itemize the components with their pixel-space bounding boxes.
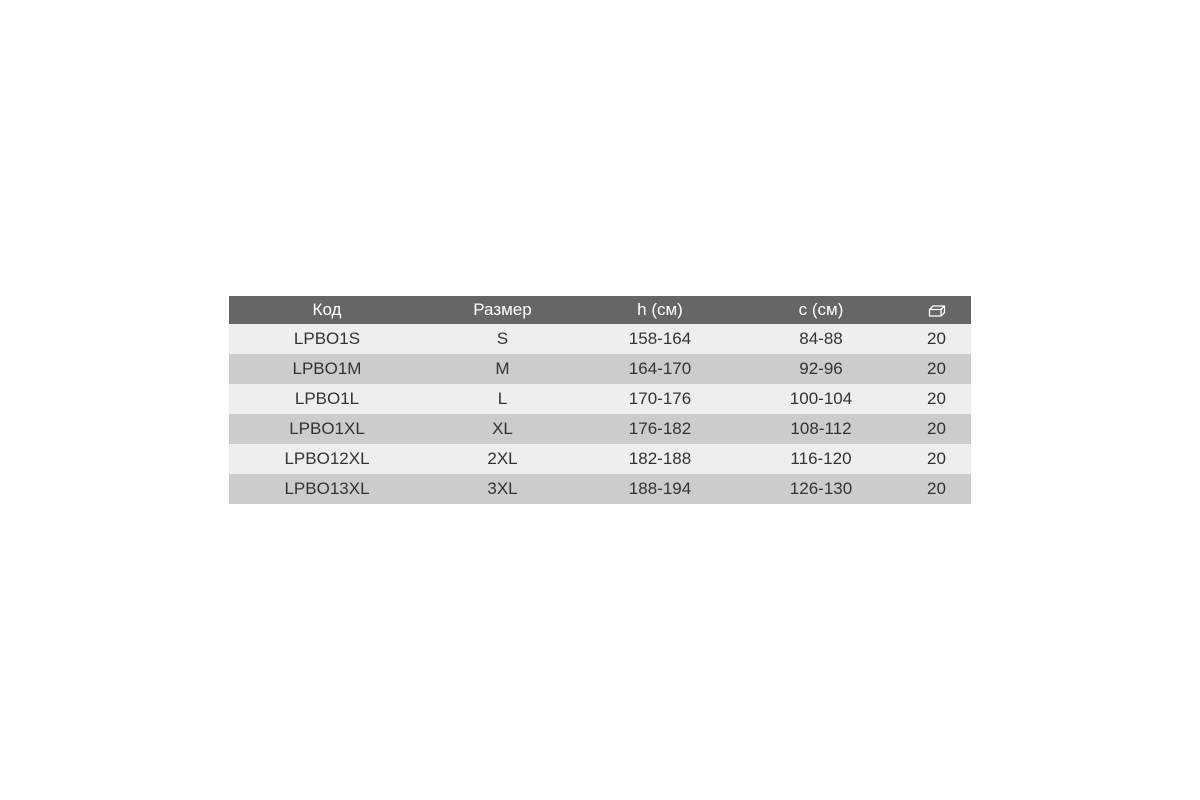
cell-code: LPBO1L	[294, 389, 360, 408]
box-icon	[928, 304, 946, 318]
cell-code: LPBO1XL	[289, 419, 365, 438]
cell-pack: 20	[927, 479, 946, 498]
cell-height: 182-188	[628, 449, 692, 468]
table-row	[229, 354, 971, 384]
cell-height: 176-182	[628, 419, 692, 438]
cell-size: M	[495, 359, 510, 378]
table-row	[229, 444, 971, 474]
cell-size: 3XL	[487, 479, 518, 498]
cell-height: 170-176	[628, 389, 692, 408]
cell-pack: 20	[927, 389, 946, 408]
header-pack	[902, 296, 971, 324]
cell-height: 158-164	[628, 329, 692, 348]
cell-pack: 20	[927, 329, 946, 348]
cell-code: LPBO12XL	[284, 449, 370, 468]
cell-chest: 100-104	[789, 389, 853, 408]
cell-code: LPBO1S	[293, 329, 361, 348]
header-code: Код	[312, 300, 342, 319]
table-row	[229, 474, 971, 504]
table-row	[229, 324, 971, 354]
cell-chest: 108-112	[790, 419, 852, 438]
cell-chest: 92-96	[799, 359, 843, 378]
header-height: h (см)	[637, 300, 683, 319]
header-size: Размер	[473, 300, 532, 319]
cell-size: XL	[492, 419, 513, 438]
table-row	[229, 414, 971, 444]
header-chest: c (см)	[798, 300, 844, 319]
table-row	[229, 384, 971, 414]
cell-size: S	[496, 329, 509, 348]
cell-height: 164-170	[628, 359, 692, 378]
cell-chest: 116-120	[790, 449, 852, 468]
cell-code: LPBO1M	[292, 359, 362, 378]
cell-chest: 126-130	[789, 479, 853, 498]
cell-pack: 20	[927, 419, 946, 438]
table-header-row	[229, 296, 971, 324]
cell-height: 188-194	[628, 479, 692, 498]
cell-pack: 20	[927, 449, 946, 468]
size-table	[229, 296, 971, 504]
cell-chest: 84-88	[799, 329, 843, 348]
cell-size: 2XL	[487, 449, 518, 468]
cell-size: L	[497, 389, 508, 408]
cell-code: LPBO13XL	[284, 479, 370, 498]
cell-pack: 20	[927, 359, 946, 378]
